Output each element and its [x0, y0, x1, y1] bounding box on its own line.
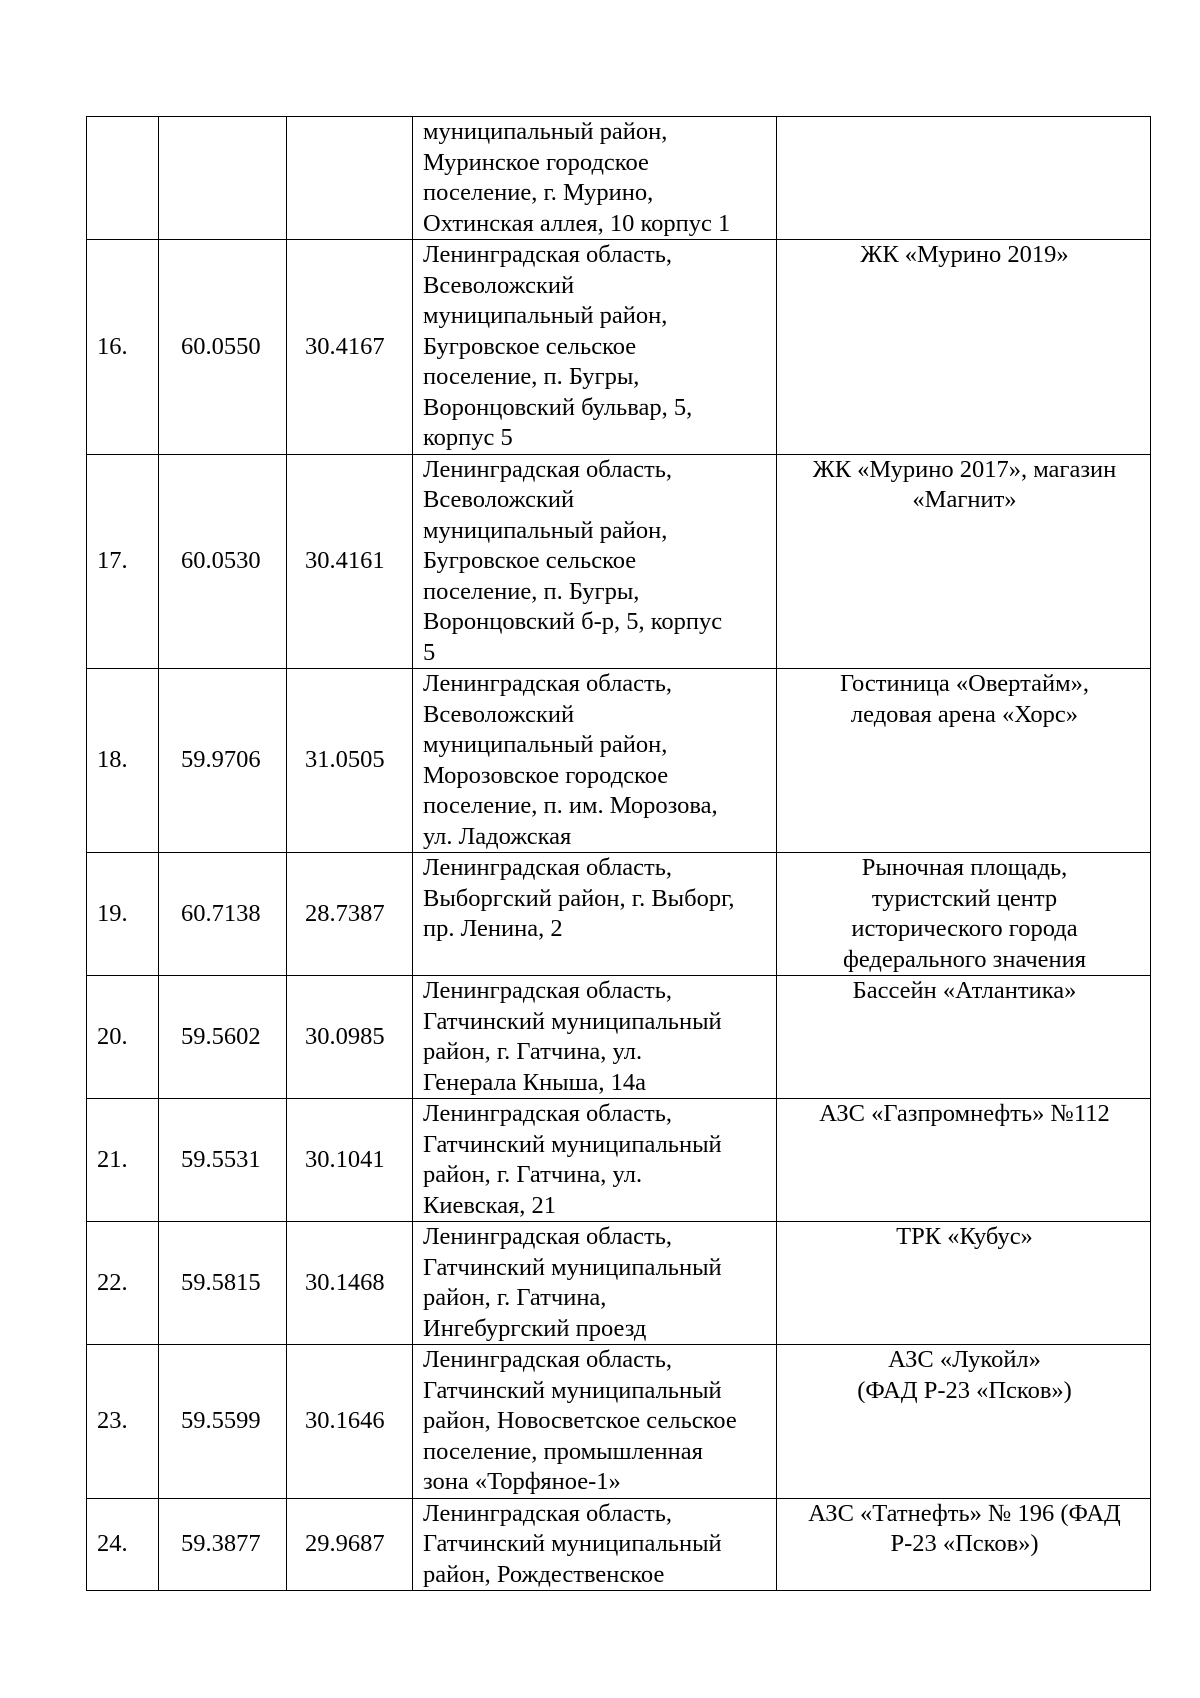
- object-cell: АЗС «Татнефть» № 196 (ФАД Р-23 «Псков»): [777, 1498, 1151, 1591]
- longitude-cell: 30.4167: [287, 240, 413, 455]
- longitude-cell: 30.1468: [287, 1222, 413, 1345]
- object-cell: Бассейн «Атлантика»: [777, 976, 1151, 1099]
- latitude-cell: 60.0530: [159, 454, 287, 669]
- address-cell: Ленинградская область, Всеволожский муниципальный район, Бугровское сельское поселение, п. Бугры, Воронцовский бульвар, 5, корпус 5: [413, 240, 777, 455]
- table-row: [87, 1498, 1151, 1591]
- row-number: 22.: [87, 1222, 159, 1345]
- longitude-cell: 30.1041: [287, 1099, 413, 1222]
- table-row: [87, 669, 1151, 853]
- latitude-cell: 59.5602: [159, 976, 287, 1099]
- address-cell: Ленинградская область, Гатчинский муниципальный район, Рождественское: [413, 1498, 777, 1591]
- row-number: 19.: [87, 853, 159, 976]
- object-cell: ЖК «Мурино 2019»: [777, 240, 1151, 455]
- latitude-cell: 60.7138: [159, 853, 287, 976]
- row-number: 21.: [87, 1099, 159, 1222]
- table-row: [87, 240, 1151, 455]
- longitude-cell: 30.1646: [287, 1345, 413, 1499]
- row-number: 23.: [87, 1345, 159, 1499]
- latitude-cell: 60.0550: [159, 240, 287, 455]
- latitude-cell: 59.9706: [159, 669, 287, 853]
- object-cell: ЖК «Мурино 2017», магазин «Магнит»: [777, 454, 1151, 669]
- object-cell: ТРК «Кубус»: [777, 1222, 1151, 1345]
- address-cell: Ленинградская область, Всеволожский муниципальный район, Бугровское сельское поселение, п. Бугры, Воронцовский б-р, 5, корпус 5: [413, 454, 777, 669]
- object-cell: Рыночная площадь, туристский центр исторического города федерального значения: [777, 853, 1151, 976]
- longitude-cell: 29.9687: [287, 1498, 413, 1591]
- address-cell: Ленинградская область, Гатчинский муниципальный район, г. Гатчина, Ингебургский проезд: [413, 1222, 777, 1345]
- row-number: [87, 117, 159, 240]
- table-row: [87, 1345, 1151, 1499]
- latitude-cell: [159, 117, 287, 240]
- longitude-cell: 30.0985: [287, 976, 413, 1099]
- table-row: [87, 1222, 1151, 1345]
- longitude-cell: 30.4161: [287, 454, 413, 669]
- latitude-cell: 59.3877: [159, 1498, 287, 1591]
- address-cell: Ленинградская область, Гатчинский муниципальный район, Новосветское сельское поселение, промышленная зона «Торфяное-1»: [413, 1345, 777, 1499]
- table-row: [87, 117, 1151, 240]
- latitude-cell: 59.5599: [159, 1345, 287, 1499]
- longitude-cell: 28.7387: [287, 853, 413, 976]
- table-row: [87, 853, 1151, 976]
- table-row: [87, 976, 1151, 1099]
- longitude-cell: [287, 117, 413, 240]
- row-number: 16.: [87, 240, 159, 455]
- latitude-cell: 59.5815: [159, 1222, 287, 1345]
- object-cell: Гостиница «Овертайм», ледовая арена «Хорс»: [777, 669, 1151, 853]
- address-cell: Ленинградская область, Гатчинский муниципальный район, г. Гатчина, ул. Генерала Кныша, 14а: [413, 976, 777, 1099]
- table-row: [87, 454, 1151, 669]
- object-cell: АЗС «Газпромнефть» №112: [777, 1099, 1151, 1222]
- row-number: 18.: [87, 669, 159, 853]
- object-cell: [777, 117, 1151, 240]
- locations-table: [86, 116, 1151, 1591]
- latitude-cell: 59.5531: [159, 1099, 287, 1222]
- address-cell: Ленинградская область, Всеволожский муниципальный район, Морозовское городское поселение, п. им. Морозова, ул. Ладожская: [413, 669, 777, 853]
- address-cell: Ленинградская область, Гатчинский муниципальный район, г. Гатчина, ул. Киевская, 21: [413, 1099, 777, 1222]
- longitude-cell: 31.0505: [287, 669, 413, 853]
- row-number: 17.: [87, 454, 159, 669]
- object-cell: АЗС «Лукойл» (ФАД Р-23 «Псков»): [777, 1345, 1151, 1499]
- address-cell: Ленинградская область, Выборгский район, г. Выборг, пр. Ленина, 2: [413, 853, 777, 976]
- address-cell: муниципальный район, Муринское городское поселение, г. Мурино, Охтинская аллея, 10 корпус 1: [413, 117, 777, 240]
- table-row: [87, 1099, 1151, 1222]
- row-number: 20.: [87, 976, 159, 1099]
- row-number: 24.: [87, 1498, 159, 1591]
